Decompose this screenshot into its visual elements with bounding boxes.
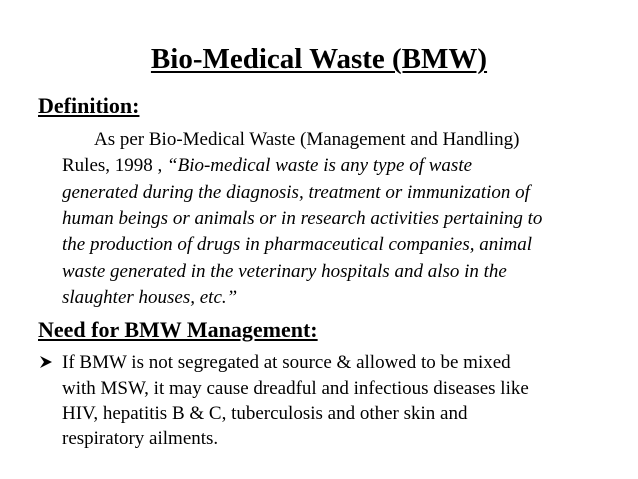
definition-line-normal: Rules, 1998 , [62,155,168,176]
definition-line: slaughter houses, etc.” [62,287,238,308]
need-heading: Need for BMW Management: [38,317,318,342]
arrowhead-bullet-icon [38,352,54,376]
definition-line [94,127,520,153]
need-bullet-line: respiratory ailments. [62,428,219,449]
definition-line: human beings or animals or in research activities pertaining to [62,208,543,229]
definition-line-italic: “Bio-medical waste is any type of waste [167,155,473,176]
definition-line: the production of drugs in pharmaceutical companies, animal [62,234,533,255]
definition-line: waste generated in the veterinary hospitals and also in the [62,261,507,282]
slide-title: Bio-Medical Waste (BMW) [150,43,488,75]
definition-line-normal: As per Bio-Medical Waste (Management and Handling) [94,129,520,150]
need-bullet-line: If BMW is not segregated at source & allowed to be mixed [62,352,511,373]
need-bullet-line: with MSW, it may cause dreadful and infectious diseases like [62,378,529,399]
definition-line [62,153,472,179]
definition-line: generated during the diagnosis, treatment or immunization of [62,182,530,203]
need-bullet-line: HIV, hepatitis B & C, tuberculosis and other skin and [62,403,468,424]
definition-heading: Definition: [38,93,140,118]
